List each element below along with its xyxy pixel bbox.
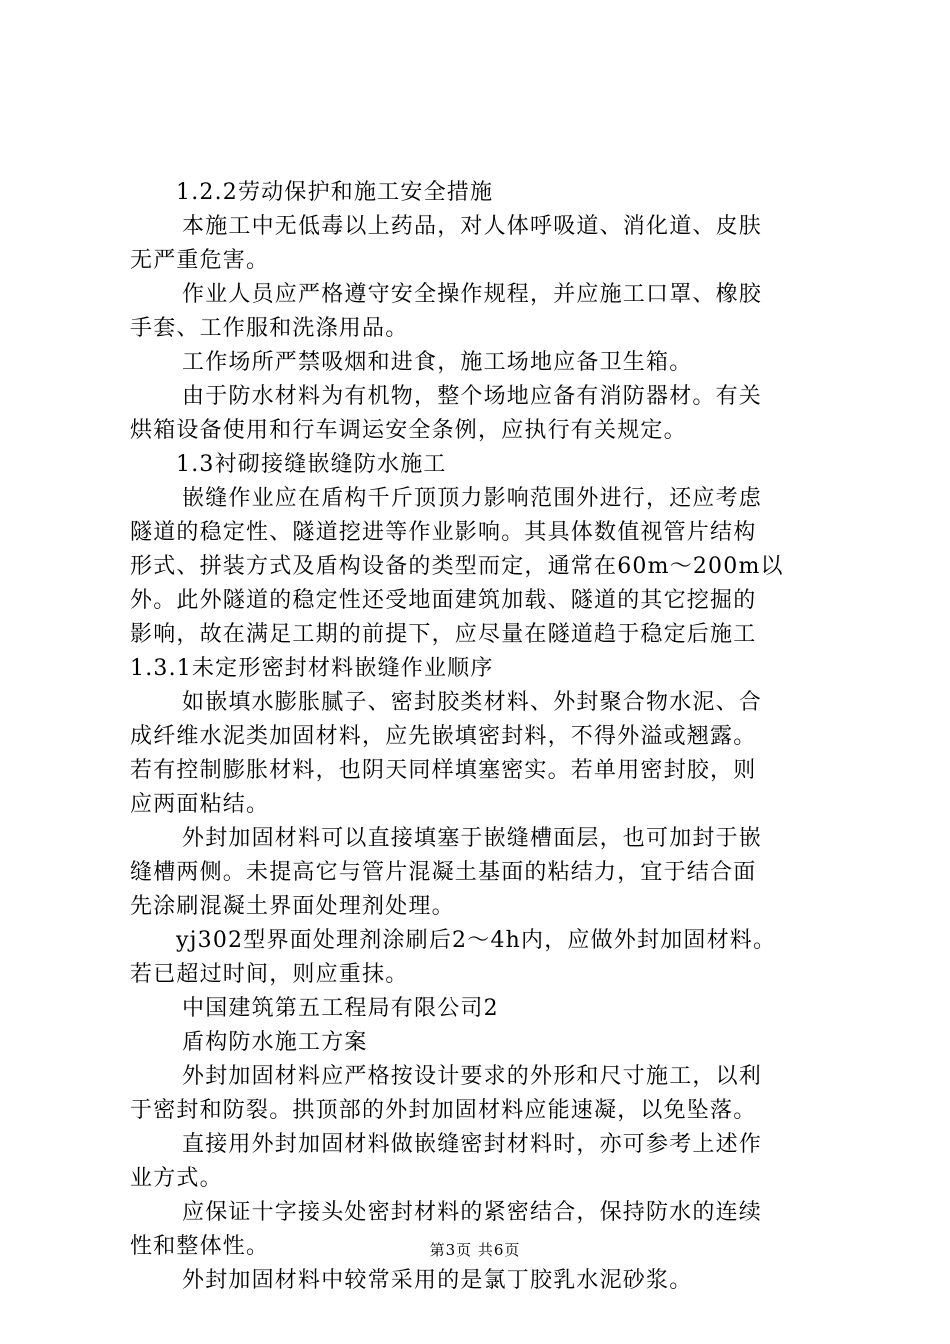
text-line: 业方式。 — [130, 1166, 223, 1191]
text-line: 形式、拼装方式及盾构设备的类型而定，通常在60m～200m以 — [130, 554, 784, 579]
text-line: 性和整体性。 — [130, 1234, 270, 1259]
text-line: 应两面粘结。 — [130, 792, 270, 817]
text-line: 外封加固材料应严格按设计要求的外形和尺寸施工，以利 — [182, 1064, 763, 1089]
text-line: yj302型界面处理剂涂刷后2～4h内，应做外封加固材料。 — [176, 928, 777, 953]
text-line: 本施工中无低毒以上药品，对人体呼吸道、消化道、皮肤 — [182, 214, 763, 239]
text-line: 于密封和防裂。拱顶部的外封加固材料应能速凝，以免坠落。 — [130, 1098, 757, 1123]
text-line: 烘箱设备使用和行车调运安全条例，应执行有关规定。 — [130, 418, 687, 443]
text-line: 先涂刷混凝土界面处理剂处理。 — [130, 894, 455, 919]
document-title-line: 盾构防水施工方案 — [182, 1030, 368, 1055]
text-line: 无严重危害。 — [130, 248, 270, 273]
text-line: 成纤维水泥类加固材料，应先嵌填密封料，不得外溢或翘露。 — [130, 724, 757, 749]
text-line: 嵌缝作业应在盾构千斤顶顶力影响范围外进行，还应考虑 — [182, 486, 763, 511]
text-line: 外封加固材料可以直接填塞于嵌缝槽面层，也可加封于嵌 — [182, 826, 763, 851]
company-name-line: 中国建筑第五工程局有限公司2 — [182, 996, 499, 1021]
text-line: 工作场所严禁吸烟和进食，施工场地应备卫生箱。 — [182, 350, 693, 375]
text-line: 外。此外隧道的稳定性还受地面建筑加载、隧道的其它挖掘的 — [130, 588, 757, 613]
text-line: 作业人员应严格遵守安全操作规程，并应施工口罩、橡胶 — [182, 282, 763, 307]
subsection-heading: 1.3.1未定形密封材料嵌缝作业顺序 — [130, 656, 494, 681]
page-footer: 第3页 共6页 — [429, 1241, 521, 1259]
text-line: 应保证十字接头处密封材料的紧密结合，保持防水的连续 — [182, 1200, 763, 1225]
body-text — [130, 176, 830, 1298]
text-line: 由于防水材料为有机物，整个场地应备有消防器材。有关 — [182, 384, 763, 409]
text-line: 手套、工作服和洗涤用品。 — [130, 316, 409, 341]
section-heading: 1.2.2劳动保护和施工安全措施 — [176, 180, 494, 205]
text-line: 若已超过时间，则应重抹。 — [130, 962, 409, 987]
text-line: 直接用外封加固材料做嵌缝密封材料时，亦可参考上述作 — [182, 1132, 763, 1157]
text-line: 缝槽两侧。未提高它与管片混凝土基面的粘结力，宜于结合面 — [130, 860, 757, 885]
text-line: 外封加固材料中较常采用的是氯丁胶乳水泥砂浆。 — [182, 1268, 693, 1293]
text-line: 影响，故在满足工期的前提下，应尽量在隧道趋于稳定后施工 — [130, 622, 757, 647]
text-line: 隧道的稳定性、隧道挖进等作业影响。其具体数值视管片结构 — [130, 520, 757, 545]
text-line: 若有控制膨胀材料，也阴天同样填塞密实。若单用密封胶，则 — [130, 758, 757, 783]
text-line: 如嵌填水膨胀腻子、密封胶类材料、外封聚合物水泥、合 — [182, 690, 763, 715]
section-heading: 1.3衬砌接缝嵌缝防水施工 — [176, 452, 447, 477]
